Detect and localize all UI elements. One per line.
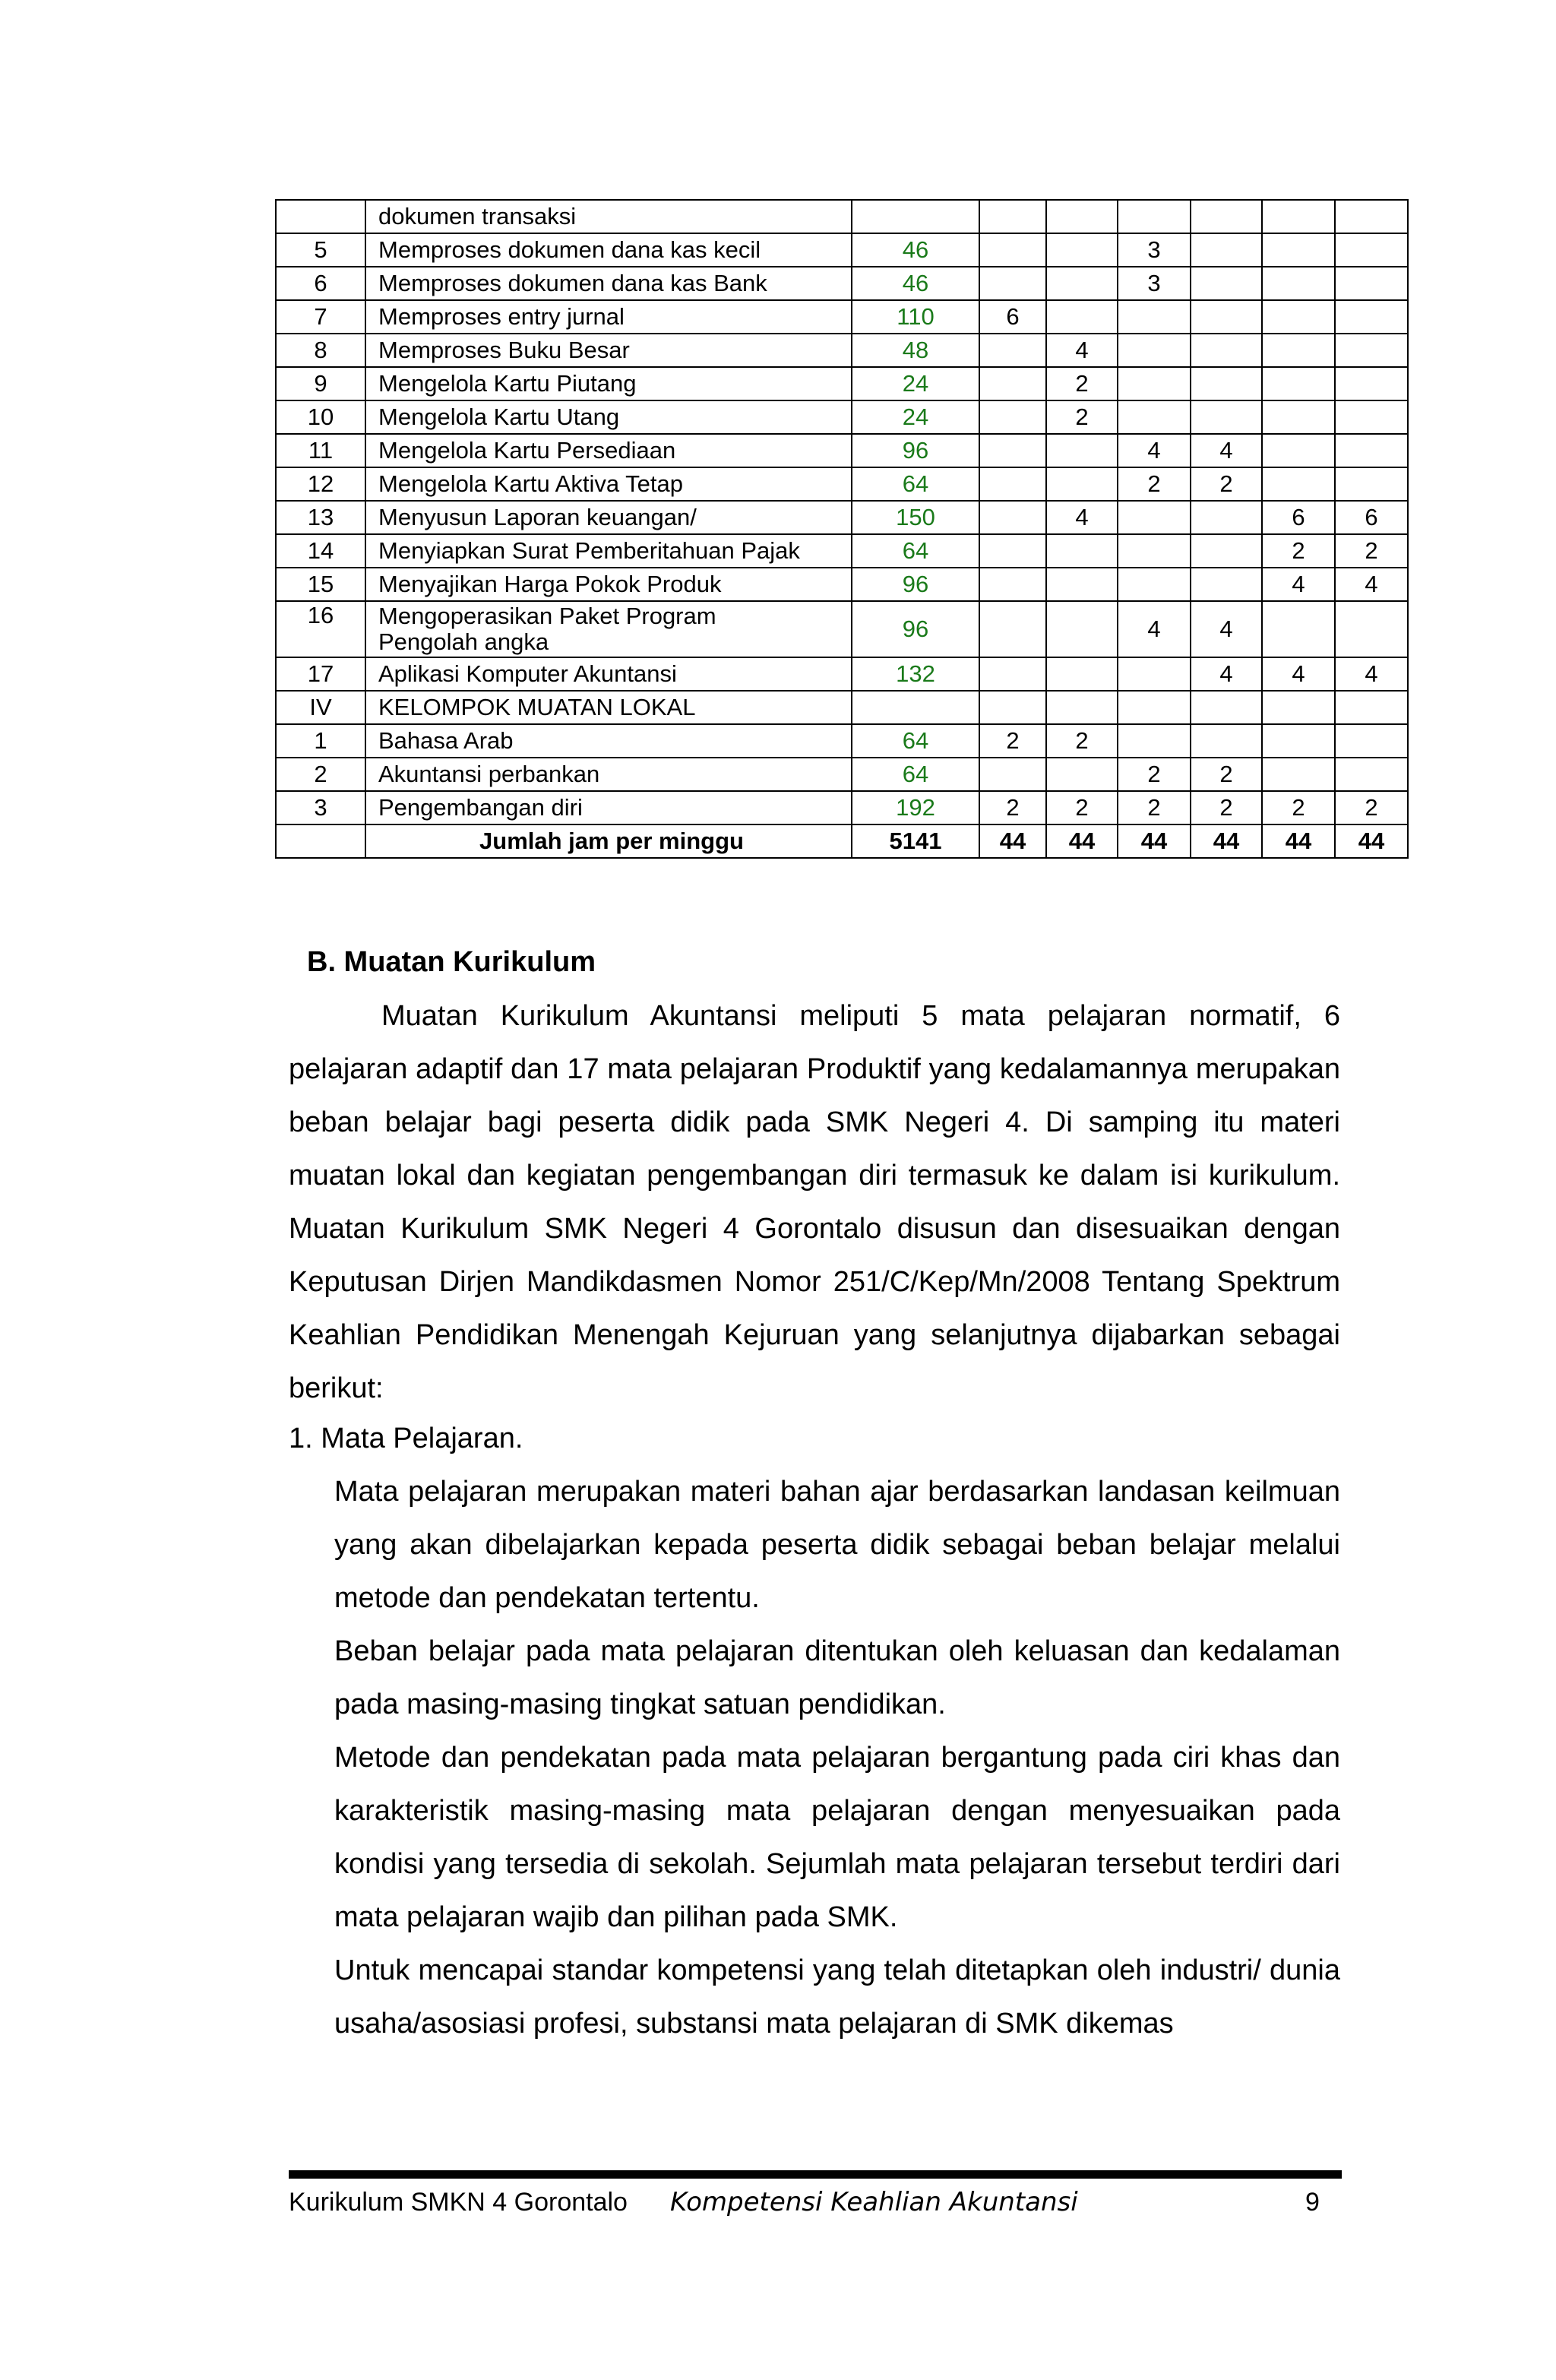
- cell-hours: [1118, 501, 1191, 534]
- cell-hours: [979, 467, 1046, 501]
- cell-no: 9: [276, 367, 365, 400]
- cell-hours: [979, 534, 1046, 568]
- cell-hours: 4: [1046, 501, 1118, 534]
- cell-no: 10: [276, 400, 365, 434]
- cell-hours: [1335, 467, 1408, 501]
- cell-hours: [1191, 534, 1262, 568]
- cell-total: [852, 200, 979, 233]
- cell-name: Memproses dokumen dana kas Bank: [365, 267, 852, 300]
- cell-name: [365, 601, 852, 657]
- cell-hours: [1191, 267, 1262, 300]
- cell-name: Mengelola Kartu Piutang: [365, 367, 852, 400]
- cell-hours: 2: [1335, 791, 1408, 824]
- page-number: 9: [1305, 2188, 1320, 2217]
- cell-total: 96: [852, 434, 979, 467]
- cell-hours: 2: [1118, 467, 1191, 501]
- cell-hours: 4: [1191, 434, 1262, 467]
- cell-total: 48: [852, 334, 979, 367]
- footer-divider: [289, 2170, 1342, 2179]
- cell-hours: [979, 601, 1046, 657]
- cell-hours: 6: [1262, 501, 1335, 534]
- cell-no: 11: [276, 434, 365, 467]
- cell-hours: 3: [1118, 233, 1191, 267]
- cell-hours: 4: [1118, 601, 1191, 657]
- cell-hours: 2: [1191, 758, 1262, 791]
- paragraph-text: Muatan Kurikulum Akuntansi meliputi 5 mata pelajaran normatif, 6 pelajaran adaptif dan 17 mata pelajaran Produktif yang kedalamannya merupakan beban belajar bagi peserta didik pada SMK Negeri 4. Di samping itu materi muatan lokal dan kegiatan pengembangan diri termasuk ke dalam isi kurikulum. Muatan Kurikulum SMK Negeri 4 Gorontalo disusun dan disesuaikan dengan Keputusan Dirjen Mandikdasmen Nomor 251/C/Kep/Mn/2008 Tentang Spektrum Keahlian Pendidikan Menengah Kejuruan yang selanjutnya dijabarkan sebagai berikut:: [289, 1000, 1340, 1404]
- table-row: [276, 400, 1408, 434]
- cell-hours: [1118, 400, 1191, 434]
- sub-paragraph: Mata pelajaran merupakan materi bahan ajar berdasarkan landasan keilmuan yang akan dibelajarkan kepada peserta didik sebagai beban belajar melalui metode dan pendekatan tertentu.: [334, 1476, 1340, 1614]
- cell-hours: [1118, 200, 1191, 233]
- cell-hours: [1335, 233, 1408, 267]
- cell-hours: 4: [1191, 601, 1262, 657]
- cell-hours: [1191, 300, 1262, 334]
- cell-no: 2: [276, 758, 365, 791]
- cell-hours: [1191, 233, 1262, 267]
- cell-hours: [1046, 434, 1118, 467]
- table-row: [276, 824, 1408, 858]
- list-item-mata-pelajaran: 1. Mata Pelajaran.: [289, 1423, 523, 1454]
- cell-hours: 4: [1335, 657, 1408, 691]
- cell-name: Aplikasi Komputer Akuntansi: [365, 657, 852, 691]
- table-row: [276, 233, 1408, 267]
- cell-no: [276, 200, 365, 233]
- table-row: [276, 568, 1408, 601]
- cell-hours: 4: [1191, 657, 1262, 691]
- cell-total: [852, 691, 979, 724]
- cell-no: 15: [276, 568, 365, 601]
- cell-total: 46: [852, 233, 979, 267]
- table-row: [276, 334, 1408, 367]
- cell-hours: [979, 758, 1046, 791]
- cell-hours: [1262, 400, 1335, 434]
- cell-hours: 3: [1118, 267, 1191, 300]
- cell-no: IV: [276, 691, 365, 724]
- table-row: [276, 300, 1408, 334]
- table-row: [276, 367, 1408, 400]
- cell-hours: [979, 200, 1046, 233]
- cell-hours: [1118, 534, 1191, 568]
- cell-hours: 2: [1191, 467, 1262, 501]
- cell-hours: [1046, 691, 1118, 724]
- cell-name: Bahasa Arab: [365, 724, 852, 758]
- cell-hours: [1335, 691, 1408, 724]
- cell-hours: [1191, 334, 1262, 367]
- cell-hours: [979, 334, 1046, 367]
- cell-no: 5: [276, 233, 365, 267]
- cell-no: 14: [276, 534, 365, 568]
- cell-hours: 6: [1335, 501, 1408, 534]
- cell-no: 6: [276, 267, 365, 300]
- cell-total: 150: [852, 501, 979, 534]
- cell-total: 96: [852, 568, 979, 601]
- cell-total: 64: [852, 534, 979, 568]
- cell-hours: [1046, 233, 1118, 267]
- table-row: [276, 467, 1408, 501]
- footer-subtitle: Kompetensi Keahlian Akuntansi: [670, 2187, 1078, 2217]
- cell-hours: [1118, 367, 1191, 400]
- cell-hours: [1262, 300, 1335, 334]
- cell-name: dokumen transaksi: [365, 200, 852, 233]
- cell-hours: [1335, 300, 1408, 334]
- cell-hours: [979, 434, 1046, 467]
- cell-hours: [1191, 200, 1262, 233]
- cell-name: Jumlah jam per minggu: [365, 824, 852, 858]
- cell-name: Mengelola Kartu Persediaan: [365, 434, 852, 467]
- sub-paragraph: Untuk mencapai standar kompetensi yang telah ditetapkan oleh industri/ dunia usaha/asosiasi profesi, substansi mata pelajaran di SMK dikemas: [334, 1954, 1340, 2040]
- cell-hours: [979, 657, 1046, 691]
- table-row: [276, 724, 1408, 758]
- cell-no: 13: [276, 501, 365, 534]
- cell-hours: 2: [1262, 534, 1335, 568]
- cell-hours: 2: [979, 724, 1046, 758]
- table-row: [276, 691, 1408, 724]
- cell-hours: [1046, 267, 1118, 300]
- cell-name: Menyiapkan Surat Pemberitahuan Pajak: [365, 534, 852, 568]
- table-row: [276, 200, 1408, 233]
- cell-hours: [1335, 601, 1408, 657]
- cell-hours: [979, 691, 1046, 724]
- cell-hours: 2: [1046, 791, 1118, 824]
- cell-hours: [1118, 334, 1191, 367]
- cell-hours: 4: [1262, 568, 1335, 601]
- cell-hours: 2: [1118, 791, 1191, 824]
- cell-hours: [1046, 758, 1118, 791]
- cell-hours: [1118, 724, 1191, 758]
- table-body: [276, 200, 1408, 858]
- cell-total: 192: [852, 791, 979, 824]
- cell-no: [276, 824, 365, 858]
- cell-no: 12: [276, 467, 365, 501]
- cell-hours: [1262, 758, 1335, 791]
- cell-hours: [979, 400, 1046, 434]
- cell-total: 24: [852, 367, 979, 400]
- cell-hours: [1046, 200, 1118, 233]
- cell-total: 64: [852, 467, 979, 501]
- cell-hours: [979, 267, 1046, 300]
- cell-hours: 44: [1262, 824, 1335, 858]
- section-heading: B. Muatan Kurikulum: [307, 946, 596, 978]
- cell-hours: [979, 568, 1046, 601]
- cell-name: Menyajikan Harga Pokok Produk: [365, 568, 852, 601]
- cell-name: Menyusun Laporan keuangan/: [365, 501, 852, 534]
- cell-hours: [1046, 568, 1118, 601]
- table-row: [276, 791, 1408, 824]
- cell-hours: 44: [1335, 824, 1408, 858]
- cell-hours: 44: [1118, 824, 1191, 858]
- cell-no: 7: [276, 300, 365, 334]
- cell-hours: [1191, 501, 1262, 534]
- cell-hours: 2: [1262, 791, 1335, 824]
- cell-name: Memproses dokumen dana kas kecil: [365, 233, 852, 267]
- cell-total: 24: [852, 400, 979, 434]
- cell-hours: [1335, 434, 1408, 467]
- cell-hours: [1046, 300, 1118, 334]
- cell-hours: 6: [979, 300, 1046, 334]
- table-row: [276, 534, 1408, 568]
- cell-hours: [1262, 267, 1335, 300]
- cell-no: 16: [276, 601, 365, 657]
- cell-hours: [1262, 200, 1335, 233]
- section-paragraph: [289, 989, 1340, 1415]
- cell-name-line: Mengoperasikan Paket Program: [378, 603, 716, 629]
- cell-total: 64: [852, 724, 979, 758]
- sub-paragraphs: [334, 1465, 1340, 2050]
- cell-hours: [1262, 367, 1335, 400]
- cell-name: Mengelola Kartu Aktiva Tetap: [365, 467, 852, 501]
- cell-hours: [1191, 367, 1262, 400]
- cell-total: 46: [852, 267, 979, 300]
- cell-hours: [1118, 657, 1191, 691]
- table-row: [276, 601, 1408, 657]
- cell-hours: 2: [1191, 791, 1262, 824]
- cell-hours: [979, 501, 1046, 534]
- cell-hours: 4: [1046, 334, 1118, 367]
- cell-hours: 2: [1046, 400, 1118, 434]
- cell-hours: [1262, 691, 1335, 724]
- cell-hours: 44: [1191, 824, 1262, 858]
- cell-hours: [1118, 300, 1191, 334]
- cell-name: Memproses Buku Besar: [365, 334, 852, 367]
- cell-hours: [1046, 534, 1118, 568]
- cell-no: 8: [276, 334, 365, 367]
- cell-hours: 2: [1046, 367, 1118, 400]
- cell-hours: [1335, 367, 1408, 400]
- cell-name-line: Pengolah angka: [378, 628, 549, 655]
- cell-hours: [1262, 601, 1335, 657]
- footer-title: Kurikulum SMKN 4 Gorontalo: [289, 2188, 628, 2217]
- cell-hours: [1262, 724, 1335, 758]
- curriculum-table: [275, 199, 1409, 859]
- table-row: [276, 657, 1408, 691]
- cell-hours: [979, 233, 1046, 267]
- cell-hours: [1335, 724, 1408, 758]
- cell-hours: [979, 367, 1046, 400]
- cell-total: 96: [852, 601, 979, 657]
- cell-hours: [1191, 724, 1262, 758]
- table-row: [276, 501, 1408, 534]
- table-row: [276, 434, 1408, 467]
- cell-total: 5141: [852, 824, 979, 858]
- cell-name: KELOMPOK MUATAN LOKAL: [365, 691, 852, 724]
- cell-total: 132: [852, 657, 979, 691]
- table-row: [276, 267, 1408, 300]
- table-row: [276, 758, 1408, 791]
- cell-hours: 4: [1262, 657, 1335, 691]
- cell-hours: [1191, 691, 1262, 724]
- cell-hours: [1191, 400, 1262, 434]
- cell-hours: [1262, 334, 1335, 367]
- cell-hours: [1262, 467, 1335, 501]
- cell-hours: 2: [979, 791, 1046, 824]
- cell-name: Pengembangan diri: [365, 791, 852, 824]
- cell-hours: 4: [1118, 434, 1191, 467]
- sub-paragraph: Beban belajar pada mata pelajaran ditentukan oleh keluasan dan kedalaman pada masing-masing tingkat satuan pendidikan.: [334, 1635, 1340, 1720]
- cell-hours: [1335, 267, 1408, 300]
- cell-hours: 2: [1046, 724, 1118, 758]
- cell-hours: [1335, 334, 1408, 367]
- cell-hours: 4: [1335, 568, 1408, 601]
- cell-total: 64: [852, 758, 979, 791]
- cell-hours: [1191, 568, 1262, 601]
- cell-hours: [1046, 467, 1118, 501]
- cell-hours: [1335, 758, 1408, 791]
- cell-hours: [1118, 568, 1191, 601]
- cell-hours: [1335, 200, 1408, 233]
- cell-total: 110: [852, 300, 979, 334]
- cell-name: Memproses entry jurnal: [365, 300, 852, 334]
- cell-hours: 2: [1335, 534, 1408, 568]
- cell-hours: [1046, 657, 1118, 691]
- cell-hours: [1046, 601, 1118, 657]
- cell-hours: [1118, 691, 1191, 724]
- cell-no: 17: [276, 657, 365, 691]
- cell-no: 3: [276, 791, 365, 824]
- cell-hours: [1262, 233, 1335, 267]
- cell-hours: 44: [979, 824, 1046, 858]
- cell-hours: [1335, 400, 1408, 434]
- cell-name: Mengelola Kartu Utang: [365, 400, 852, 434]
- cell-no: 1: [276, 724, 365, 758]
- sub-paragraph: Metode dan pendekatan pada mata pelajaran bergantung pada ciri khas dan karakteristik masing-masing mata pelajaran dengan menyesuaikan pada kondisi yang tersedia di sekolah. Sejumlah mata pelajaran tersebut terdiri dari mata pelajaran wajib dan pilihan pada SMK.: [334, 1742, 1340, 1933]
- cell-hours: 2: [1118, 758, 1191, 791]
- cell-name: Akuntansi perbankan: [365, 758, 852, 791]
- cell-hours: 44: [1046, 824, 1118, 858]
- cell-hours: [1262, 434, 1335, 467]
